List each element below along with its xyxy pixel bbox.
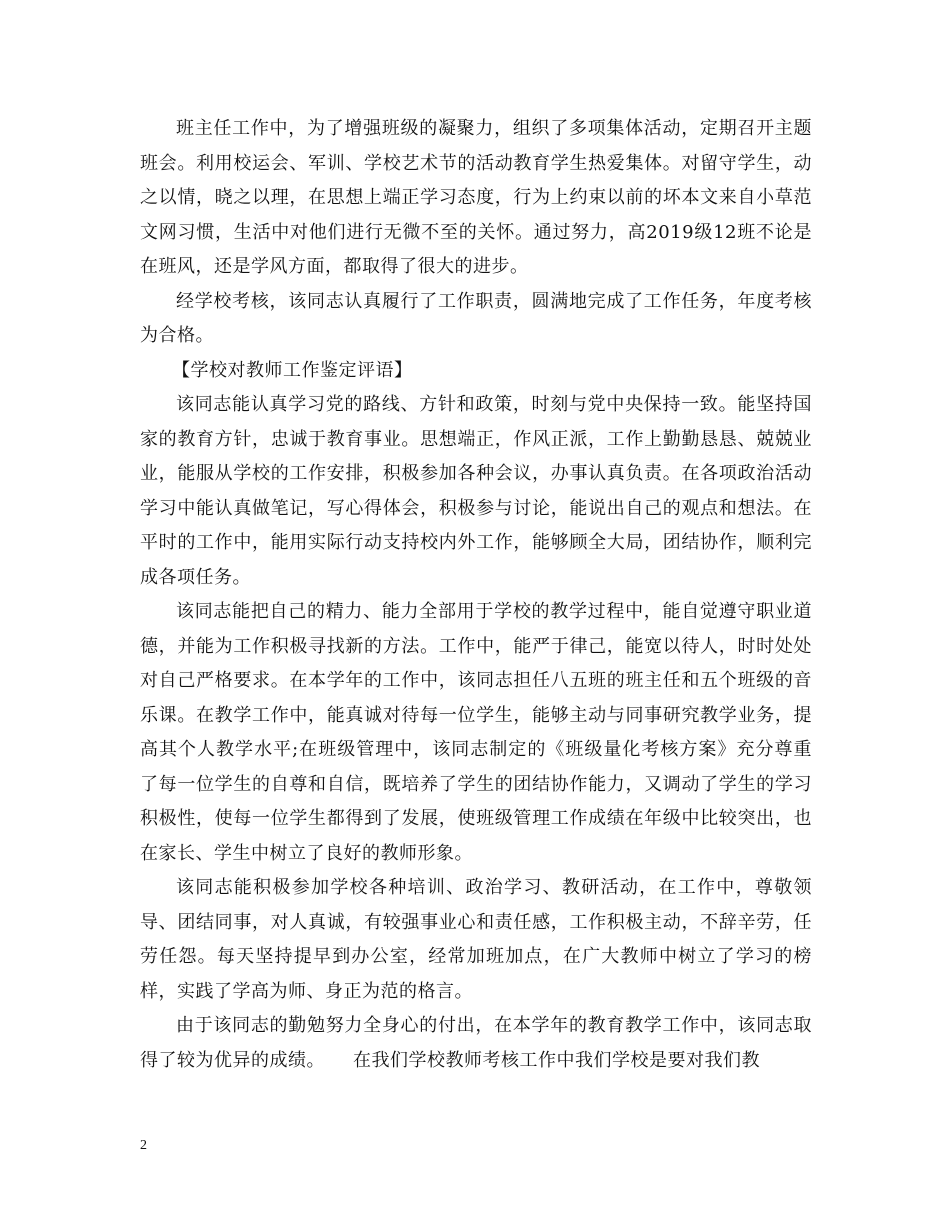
document-body [140,112,812,1078]
paragraph-training-participation: 该同志能积极参加学校各种培训、政治学习、教研活动，在工作中，尊敬领导、团结同事，对人真诚，有较强事业心和责任感，工作积极主动，不辞辛劳，任劳任怨。每天坚持提早到办公室，经常加班加点，在广大教师中树立了学习的榜样，实践了学高为师、身正为范的格言。 [140,877,812,1002]
section-heading: 【学校对教师工作鉴定评语】 [172,359,413,381]
paragraph-teaching-dedication: 该同志能把自己的精力、能力全部用于学校的教学过程中，能自觉遵守职业道德，并能为工作积极寻找新的方法。工作中，能严于律己，能宽以待人，时时处处对自己严格要求。在本学年的工作中，该同志担任八五班的班主任和五个班级的音乐课。在教学工作中，能真诚对待每一位学生，能够主动与同事研究教学业务，提高其个人教学水平;在班级管理中，该同志制定的《班级量化考核方案》充分尊重了每一位学生的自尊和自信，既培养了学生的团结协作能力，又调动了学生的学习积极性，使每一位学生都得到了发展，使班级管理工作成绩在年级中比较突出，也在家长、学生中树立了良好的教师形象。 [140,601,812,864]
paragraph-assessment-result: 经学校考核，该同志认真履行了工作职责，圆满地完成了工作任务，年度考核为合格。 [140,290,812,346]
page-number: 2 [140,1138,147,1153]
paragraph-political-study: 该同志能认真学习党的路线、方针和政策，时刻与党中央保持一致。能坚持国家的教育方针，忠诚于教育事业。思想端正，作风正派，工作上勤勤恳恳、兢兢业业，能服从学校的工作安排，积极参加各种会议，办事认真负责。在各项政治活动学习中能认真做笔记，写心得体会，积极参与讨论，能说出自己的观点和想法。在平时的工作中，能用实际行动支持校内外工作，能够顾全大局，团结协作，顺利完成各项任务。 [140,394,812,588]
paragraph-achievements: 由于该同志的勤勉努力全身心的付出，在本学年的教育教学工作中，该同志取得了较为优异的成绩。 在我们学校教师考核工作中我们学校是要对我们教 [140,1015,812,1071]
paragraph-class-teacher-work: 班主任工作中，为了增强班级的凝聚力，组织了多项集体活动，定期召开主题班会。利用校运会、军训、学校艺术节的活动教育学生热爱集体。对留守学生，动之以情，晓之以理，在思想上端正学习态度，行为上约束以前的坏本文来自小草范文网习惯，生活中对他们进行无微不至的关怀。通过努力，高2019级12班不论是在班风，还是学风方面，都取得了很大的进步。 [140,118,812,277]
